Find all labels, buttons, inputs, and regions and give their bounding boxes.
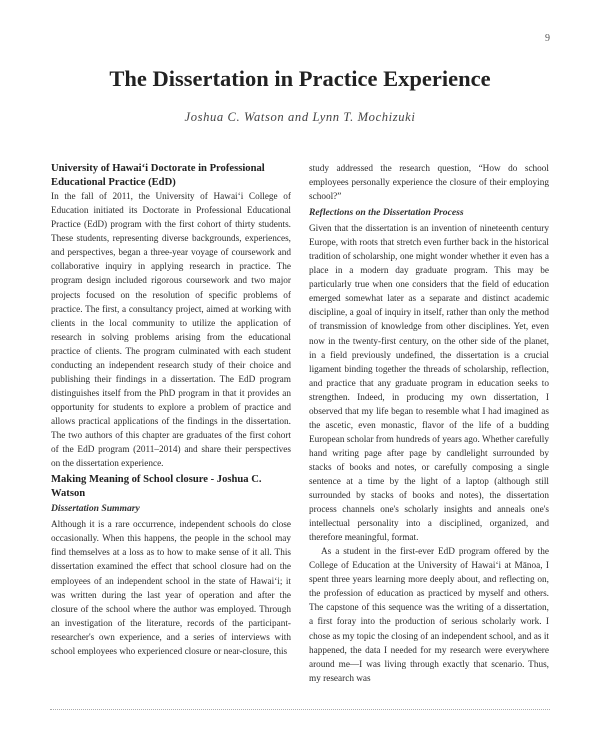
body-paragraph: Given that the dissertation is an invention of nineteenth century Europe, with roots that stretch even further back in the historical tradition of scholarship, one might wonder whether it even has a place in a modern day graduate program. This may be particularly true when one considers that the field of education emerged somewhat later as a separate and distinct academic discipline, a goal of inquiry in itself, rather than only the method of transmission of knowledge from other disciplines. Yet, even now in the twenty-first century, on the other side of the planet, in a field previously undefined, the dissertation is a crucial ligament binding together the threads of scholarship, reflection, and practice that any graduate program in education seeks to strengthen. Indeed, in producing my own dissertation, I observed that my life began to resemble what I had imagined as the ascetic, even monastic, flavor of the life of a budding European scholar from hundreds of years ago. Whether carefully hand writing page after page by candlelight surrounded by stacks of books and notes, or carefully composing a single sentence at a time by the light of a laptop (although still surrounded by stacks of books and notes), the dissertation process channels one's scholarly insights and anneals one's intellectual personality into a disciplined, organized, and therefore meaningful, format. (309, 224, 549, 544)
body-paragraph-continued: study addressed the research question, “How do school employees personally experience the closure of their employing school?” (309, 164, 549, 203)
page-title: The Dissertation in Practice Experience (109, 66, 491, 91)
right-column (309, 162, 549, 686)
body-paragraph: As a student in the first-ever EdD program offered by the College of Education at the University of Hawai‘i at Mānoa, I spent three years learning more deeply about, and reflecting on, the profession of education as practiced by myself and others. The capstone of this sequence was the writing of a dissertation, a first foray into the production of serious scholarly work. I chose as my topic the closing of an independent school, and as it happened, the data I needed for my research were everywhere around me—I was living through exactly that scenario. Thus, my research was (309, 547, 549, 684)
section-heading-edd-program: University of Hawai‘i Doctorate in Professional Educational Practice (EdD) (51, 163, 265, 188)
subheading-reflections: Reflections on the Dissertation Process (309, 207, 464, 219)
left-column (51, 162, 291, 659)
footer-divider (50, 709, 550, 710)
subheading-dissertation-summary: Dissertation Summary (51, 503, 140, 515)
body-paragraph: In the fall of 2011, the University of Hawai‘i College of Education initiated its Doctorate in Professional Educational Practice (EdD) program with the first cohort of thirty students. These students, representing diverse backgrounds, experiences, and perspectives, began a three-year voyage of coursework and collaborative inquiry in applying research in practice. The program design included rigorous coursework and two major projects focused on the resolution of specific problems of practice. The first, a consultancy project, aimed at working with clients in the local community to utilize the application of research in solving problems arising from the educational practice of clients. The program culminated with each student conducting an independent research study of their choice and publishing their findings in a dissertation. The EdD program distinguishes itself from the PhD program in that it provides an opportunity for students to explore a problem of practice and allows practical applications of the findings in the dissertation. The two authors of this chapter are graduates of the first cohort of the EdD program (2011–2014) and share their perspectives on the dissertation experience. (51, 192, 291, 470)
page-number: 9 (545, 33, 550, 44)
section-heading-school-closure: Making Meaning of School closure - Joshua C. Watson (51, 474, 262, 499)
body-paragraph: Although it is a rare occurrence, independent schools do close occasionally. When this happens, the people in the school may find themselves at a loss as to how to make sense of it all. This dissertation examined the effect that school closure had on the employees of an independent school in the state of Hawai‘i; it was written during the last year of operation and after the closure of the school where the author was employed. Through an investigation of the literature, records of the participant-researcher's own experience, and a series of interviews with school employees who experienced closure or near-closure, this (51, 520, 291, 657)
author-line: Joshua C. Watson and Lynn T. Mochizuki (184, 110, 416, 124)
